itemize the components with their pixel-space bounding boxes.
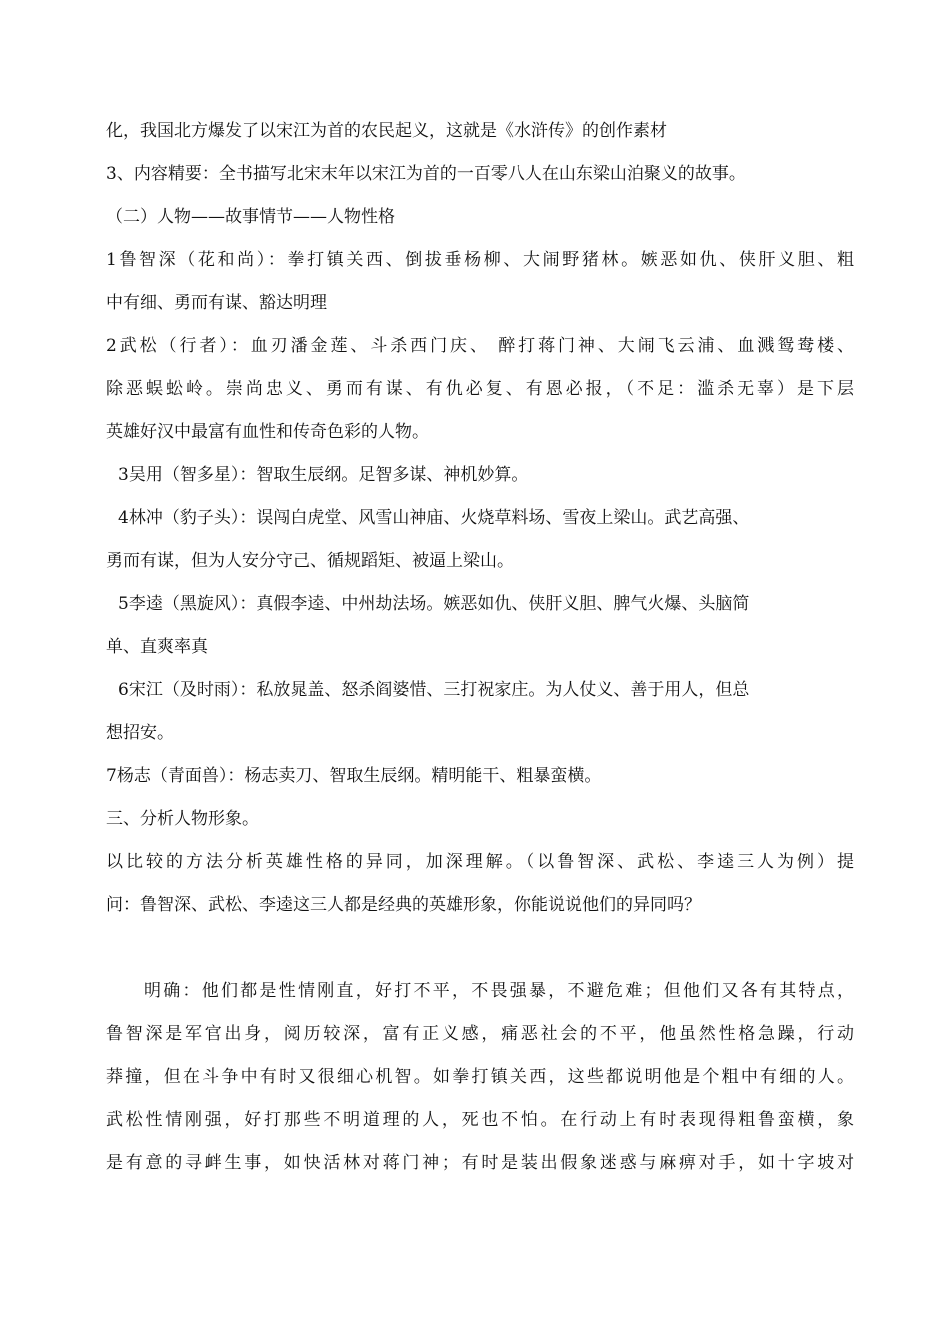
- text-line: 2武松（行者）：血刃潘金莲、斗杀西门庆、 醉打蒋门神、大闹飞云浦、血溅鸳鸯楼、: [106, 336, 854, 356]
- paragraph-start: 明确：他们都是性情刚直，好打不平，不畏强暴，不避危难；但他们又各有其特点，: [144, 981, 854, 1001]
- text-line: 英雄好汉中最富有血性和传奇色彩的人物。: [106, 422, 429, 442]
- text-line: 想招安。: [106, 723, 174, 743]
- text-line: 问：鲁智深、武松、李逵这三人都是经典的英雄形象，你能说说他们的异同吗？: [106, 895, 701, 915]
- text-line: 化，我国北方爆发了以宋江为首的农民起义，这就是《水浒传》的创作素材: [106, 121, 667, 141]
- text-line: 中有细、勇而有谋、豁达明理: [106, 293, 327, 313]
- text-line: 5李逵（黑旋风）：真假李逵、中州劫法场。嫉恶如仇、侠肝义胆、脾气火爆、头脑简: [118, 594, 750, 614]
- section-heading: （二）人物——故事情节——人物性格: [106, 207, 395, 227]
- text-line: 以比较的方法分析英雄性格的异同，加深理解。（以鲁智深、武松、李逵三人为例）提: [106, 852, 854, 872]
- text-line: 莽撞，但在斗争中有时又很细心机智。如拳打镇关西，这些都说明他是个粗中有细的人。: [106, 1067, 854, 1087]
- text-line: 1鲁智深（花和尚）：拳打镇关西、倒拔垂杨柳、大闹野猪林。嫉恶如仇、侠肝义胆、粗: [106, 250, 854, 270]
- text-line: 3吴用（智多星）：智取生辰纲。足智多谋、神机妙算。: [118, 465, 529, 485]
- section-heading: 三、分析人物形象。: [106, 809, 259, 829]
- text-line: 除恶蜈蚣岭。崇尚忠义、勇而有谋、有仇必复、有恩必报，（不足：滥杀无辜）是下层: [106, 379, 854, 399]
- text-line: 鲁智深是军官出身，阅历较深，富有正义感，痛恶社会的不平，他虽然性格急躁，行动: [106, 1024, 854, 1044]
- text-line: 6宋江（及时雨）：私放晁盖、怒杀阎婆惜、三打祝家庄。为人仗义、善于用人，但总: [118, 680, 750, 700]
- text-line: 4林冲（豹子头）：误闯白虎堂、风雪山神庙、火烧草料场、雪夜上梁山。武艺高强、: [118, 508, 750, 528]
- text-line: 勇而有谋，但为人安分守己、循规蹈矩、被逼上梁山。: [106, 551, 514, 571]
- text-line: 7杨志（青面兽）：杨志卖刀、智取生辰纲。精明能干、粗暴蛮横。: [106, 766, 602, 786]
- text-line: 武松性情刚强，好打那些不明道理的人，死也不怕。在行动上有时表现得粗鲁蛮横，象: [106, 1110, 854, 1130]
- text-line: 3、内容精要：全书描写北宋末年以宋江为首的一百零八人在山东梁山泊聚义的故事。: [106, 164, 746, 184]
- text-line: 是有意的寻衅生事，如快活林对蒋门神；有时是装出假象迷惑与麻痹对手，如十字坡对: [106, 1153, 854, 1173]
- text-line: 单、直爽率真: [106, 637, 208, 657]
